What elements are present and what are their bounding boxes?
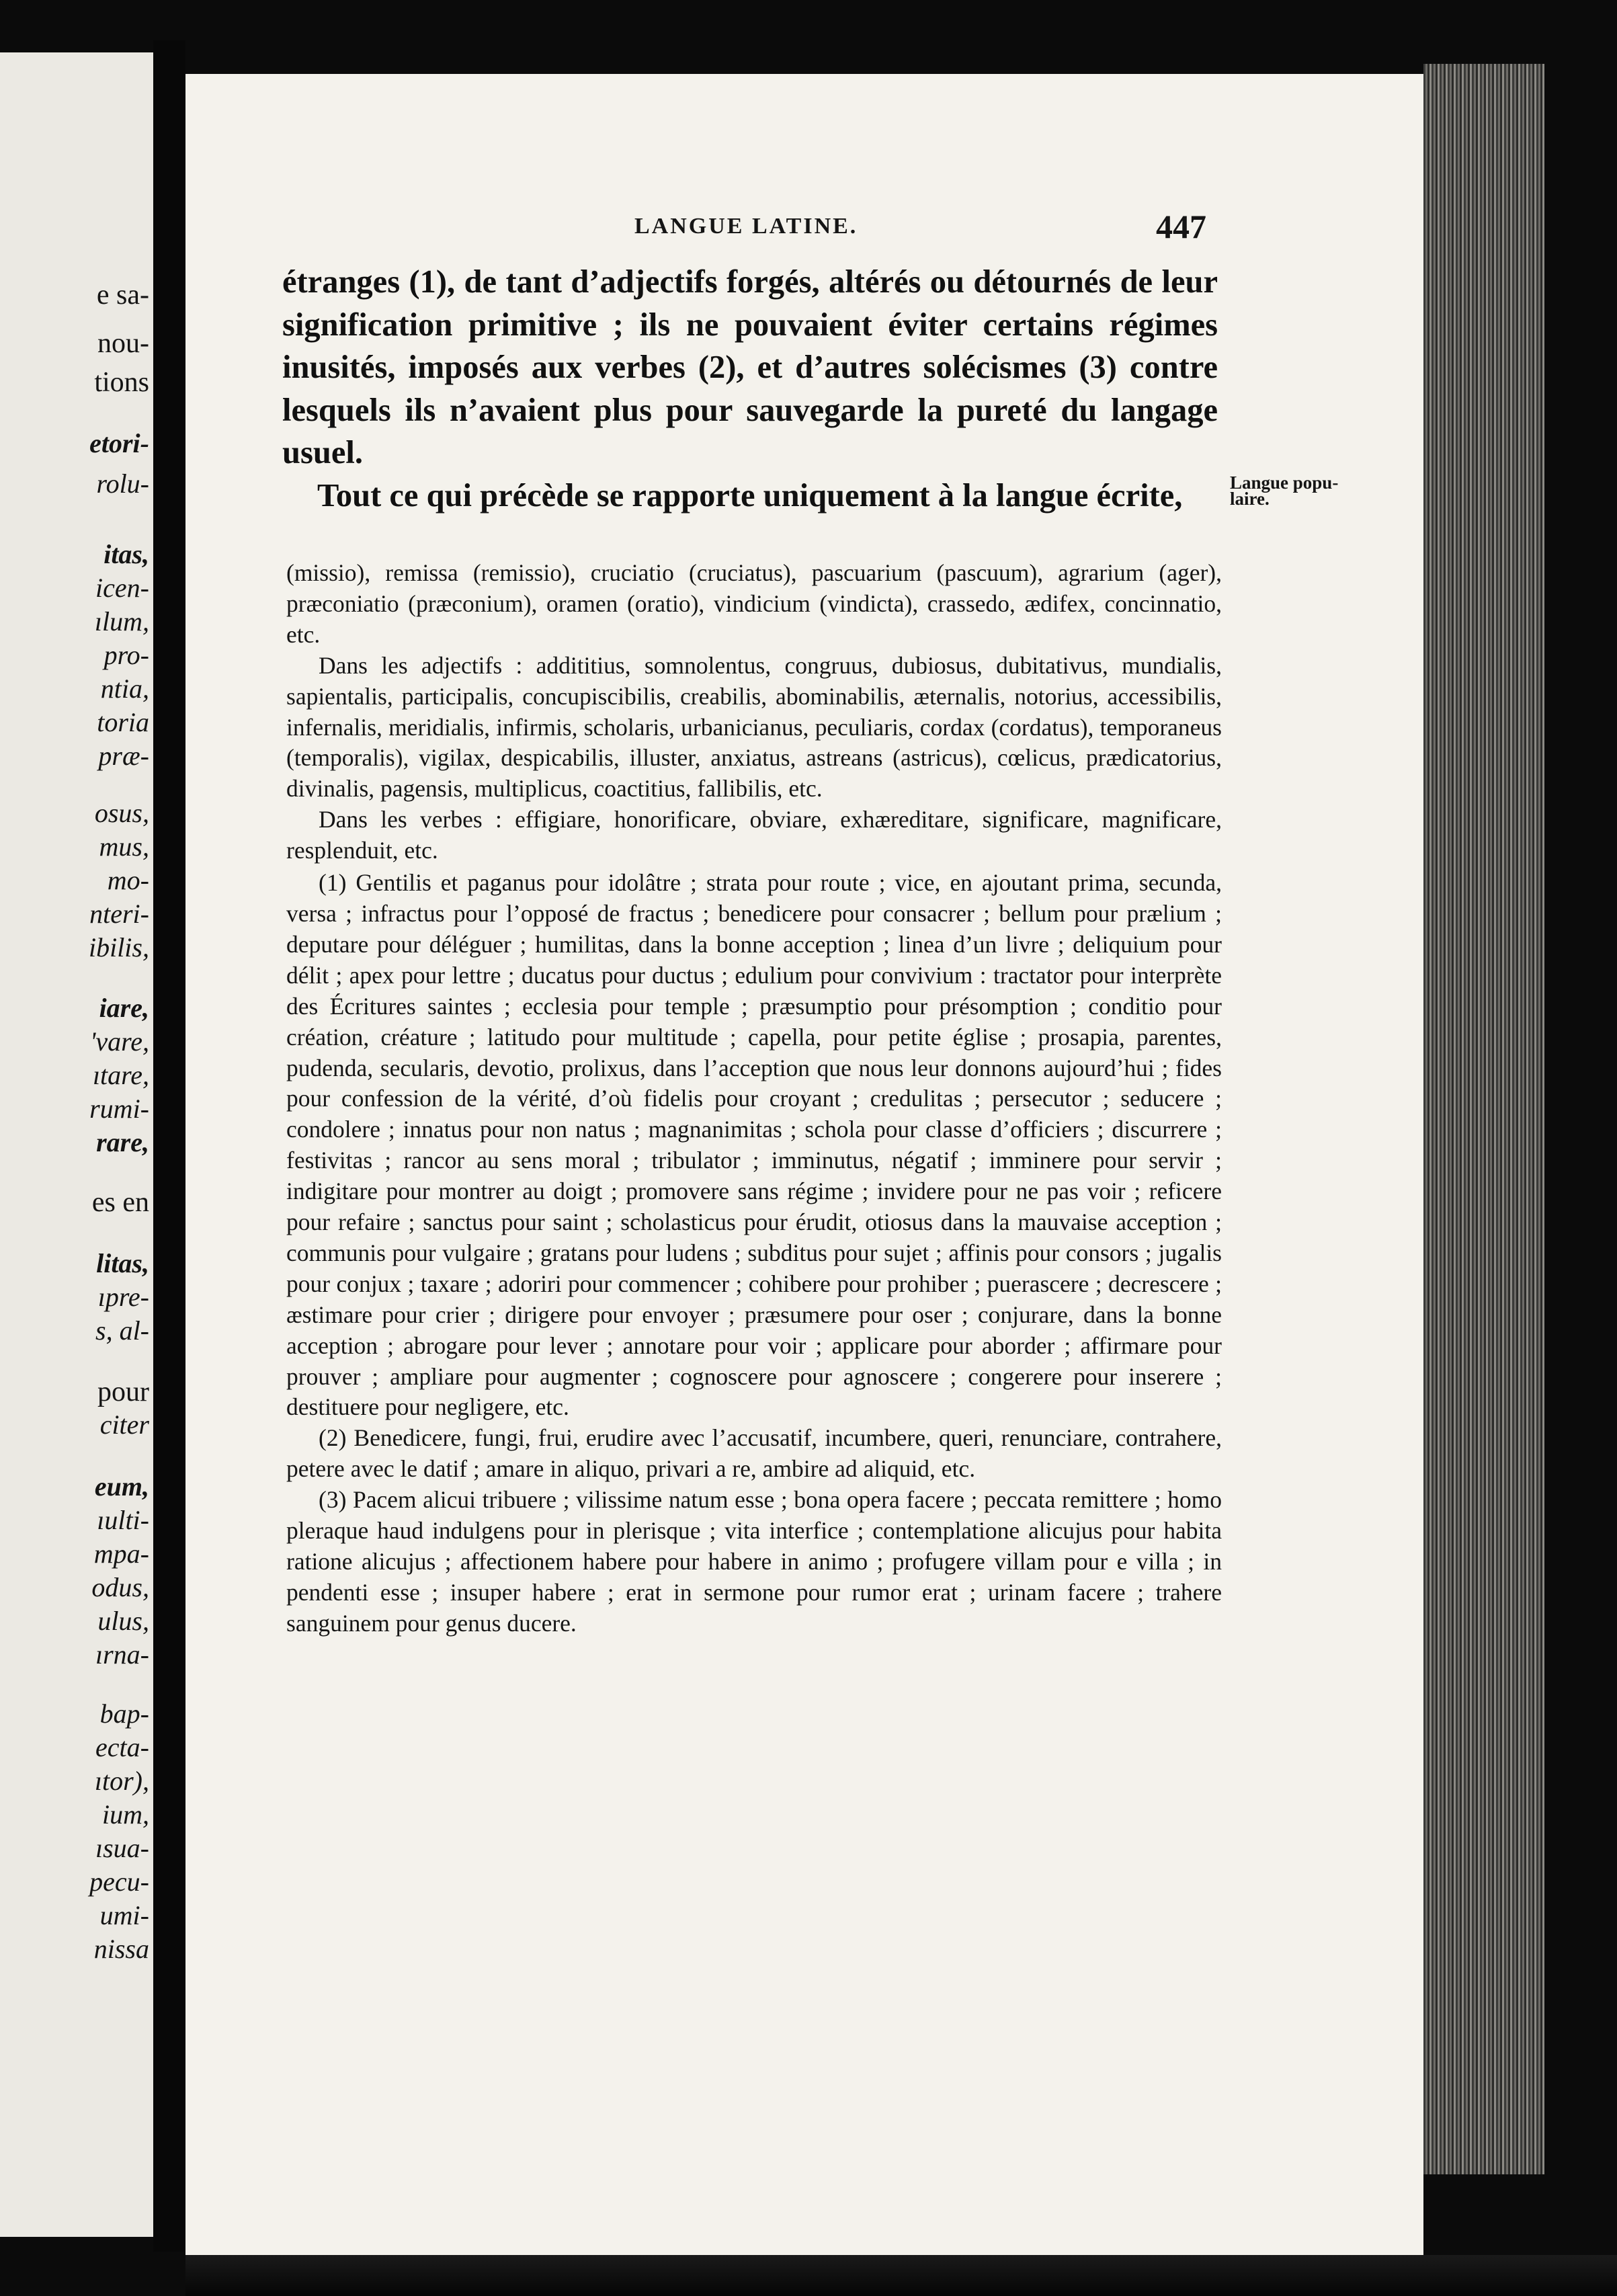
left-page-line-fragment: nteri- — [89, 899, 149, 929]
page-edges — [1423, 64, 1544, 2174]
left-page-line-fragment: rumi- — [89, 1094, 149, 1124]
page-number: 447 — [1156, 208, 1206, 245]
left-page-line-fragment: citer — [99, 1409, 149, 1440]
left-page-line-fragment: 'vare, — [89, 1026, 149, 1057]
left-page-line-fragment: ısua- — [95, 1833, 149, 1863]
left-page-line-fragment: nou- — [97, 328, 149, 359]
left-page-line-fragment: pecu- — [89, 1867, 149, 1897]
left-page-line-fragment: ium, — [102, 1799, 149, 1830]
running-head: LANGUE LATINE. — [634, 214, 858, 239]
book-gutter — [153, 40, 185, 2252]
footnote-paragraph: Dans les adjectifs : addititius, somnolentus, congruus, dubiosus, dubitativus, mundialis, sapientalis, participalis, concupiscibilis, creabilis, abominabilis, æternalis, notorius, accessibilis, infernalis, meridialis, infirmis, scholaris, urbanicianus, peculiaris, cordax (cordatus), temporaneus (temporalis), vigilax, despicabilis, illuster, anxiatus, astreans (astricus), cœlicus, prædicatorius, divinalis, pagensis, multiplicus, coactitius, fallibilis, etc. — [286, 651, 1222, 803]
left-page-line-fragment: eum, — [94, 1471, 149, 1502]
left-page-line-fragment: ntia, — [100, 673, 149, 704]
left-page-line-fragment: iare, — [99, 993, 149, 1023]
left-page-line-fragment: bap- — [99, 1698, 149, 1729]
main-paragraph: étranges (1), de tant d’adjectifs forgés, altérés ou détournés de leur signification primitive ; ils ne pouvaient éviter certains régimes inusités, imposés aux verbes (2), et d’autres solécismes (3) contre lesquels ils n’avaient plus pour sauvegarde la pureté du langage usuel. — [282, 264, 1218, 470]
left-page-line-fragment: toria — [97, 707, 149, 737]
left-page-line-fragment: itas, — [103, 539, 149, 569]
left-page-line-fragment: osus, — [94, 798, 149, 828]
footnotes — [286, 558, 1222, 1639]
left-page-line-fragment: rare, — [96, 1127, 149, 1157]
footnote-1: (1) Gentilis et paganus pour idolâtre ; strata pour route ; vice, en ajoutant prima, secunda, versa ; infractus pour l’opposé de fractus ; benedicere pour consacrer ; bellum pour prælium ; deputare pour déléguer ; humilitas, dans la bonne acception ; linea d’un livre ; deliquium pour délit ; apex pour lettre ; ducatus pour ductus ; edulium pour convivium : tractator pour interprète des Écritures saintes ; ecclesia pour temple ; præsumptio pour présomption ; conditio pour création, créature ; latitudo pour multitude ; capella, pour petite église ; prosapia, parentes, pudenda, secularis, devotio, prolixus, dans l’acception que nous leur donnons aujourd’hui ; fides pour confession de la vérité, d’où fidelis pour croyant ; credulitas ; persecutor ; seducere ; condolere ; innatus pour non natus ; magnanimitas ; schola pour classe d’officiers ; discurrere ; festivitas ; rancor au sens moral ; tribulator ; imminutus, négatif ; imminere pour servir ; indigitare pour montrer au doigt ; promovere sans régime ; invidere pour ne pas voir ; reficere pour refaire ; sanctus pour saint ; scholasticus pour érudit, otiosus dans la mauvaise acception ; communis pour vulgaire ; gratans pour ludens ; subditus pour sujet ; affinis pour consors ; jugalis pour conjux ; taxare ; adoriri pour commencer ; cohibere pour prohiber ; puerascere ; decrescere ; æstimare pour crier ; dirigere pour envoyer ; præsumere pour oser ; conjurare, dans la bonne acception ; abrogare pour lever ; annotare pour voir ; applicare pour aborder ; affirmare pour prouver ; ampliare pour augmenter ; cognoscere pour agnoscere ; congerere pour inserere ; destituere pour negligere, etc. — [286, 869, 1222, 1421]
left-page-line-fragment: mus, — [99, 831, 149, 862]
footnote-paragraph: Dans les verbes : effigiare, honorificare, obviare, exhæreditare, significare, magnificare, resplenduit, etc. — [286, 806, 1222, 864]
left-page-line-fragment: ıtare, — [92, 1060, 149, 1090]
left-page-line-fragment: umi- — [99, 1900, 149, 1930]
left-page-line-fragment: litas, — [96, 1248, 149, 1278]
left-page-line-fragment: rolu- — [96, 468, 149, 499]
left-page-line-fragment: etori- — [89, 428, 149, 458]
left-page-line-fragment: pour — [97, 1377, 149, 1407]
main-paragraph: Tout ce qui précède se rapporte uniquement à la langue écrite, — [317, 477, 1183, 514]
left-page-line-fragment: ıulti- — [97, 1505, 149, 1535]
left-page-line-fragment: icen- — [95, 573, 149, 603]
left-page-line-fragment: mpa- — [93, 1539, 149, 1569]
footnote-continuation: (missio), remissa (remissio), cruciatio (cruciatus), pascuarium (pascuum), agrarium (ager), præconiatio (præconium), oramen (oratio), vindicium (vindicta), crassedo, ædifex, concinnatio, etc. — [286, 559, 1222, 648]
left-page-line-fragment: e sa- — [96, 280, 149, 311]
left-page-line-fragment: ıtor), — [94, 1766, 149, 1796]
left-page-line-fragment: ecta- — [95, 1732, 149, 1762]
left-page-line-fragment: pro- — [103, 640, 149, 670]
left-page-line-fragment: præ- — [98, 741, 149, 771]
left-page-line-fragment: s, al- — [95, 1315, 149, 1346]
left-page-line-fragment: ıpre- — [97, 1282, 149, 1312]
left-page-line-fragment: es en — [91, 1187, 149, 1218]
left-page-line-fragment: mo- — [107, 865, 149, 895]
body-text — [282, 261, 1218, 517]
footnote-2: (2) Benedicere, fungi, frui, erudire avec l’accusatif, incumbere, queri, renunciare, contrahere, petere avec le datif ; amare in aliquo, privari a re, ambire ad aliquid, etc. — [286, 1424, 1222, 1483]
left-page-line-fragment: odus, — [91, 1572, 149, 1602]
left-page-line-fragment: ulus, — [97, 1606, 149, 1636]
left-page-line-fragment: ılum, — [94, 606, 149, 637]
left-page-line-fragment: tions — [94, 367, 149, 398]
left-page-line-fragment: ibilis, — [88, 932, 149, 962]
footnote-3: (3) Pacem alicui tribuere ; vilissime natum esse ; bona opera facere ; peccata remittere ; homo pleraque haud indulgens pour in plerisque ; vita interfice ; contemplatione alicujus pour habita ratione alicujus ; affectionem habere pour habere in animo ; profugere villam pour e villa ; in pendenti esse ; insuper habere ; erat in sermone pour rumor erat ; urinam facere ; trahere sanguinem pour genus ducere. — [286, 1486, 1222, 1637]
margin-note: Langue popu- laire. — [1230, 473, 1339, 509]
scan-bottom-edge — [185, 2255, 1617, 2296]
left-page-line-fragment: ırna- — [95, 1639, 149, 1670]
left-page-line-fragment: nissa — [93, 1934, 149, 1964]
left-page-fragment — [0, 52, 153, 2237]
